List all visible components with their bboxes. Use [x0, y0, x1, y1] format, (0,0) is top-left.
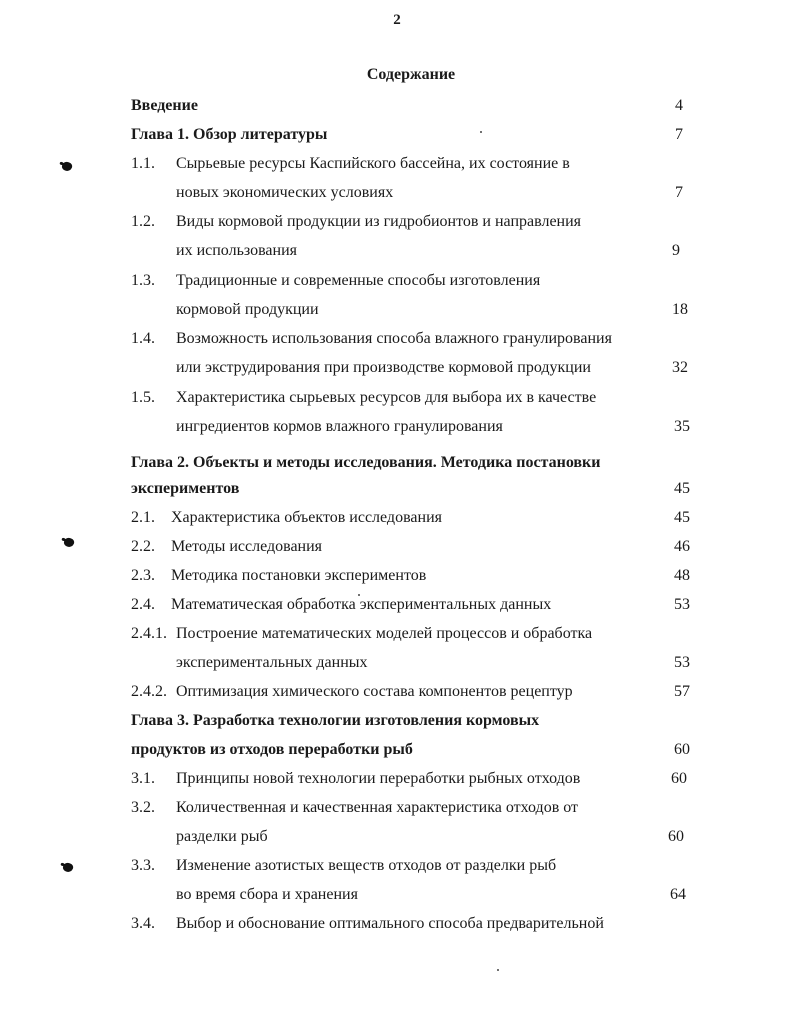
- toc-entry-title-cont: продуктов из отходов переработки рыб: [131, 741, 413, 758]
- page-number: 2: [393, 12, 401, 28]
- toc-entry-title: Глава 1. Обзор литературы: [131, 126, 328, 143]
- toc-entry-title-cont: или экструдирования при производстве кормовой продукции: [176, 359, 591, 376]
- toc-entry-3-3-cont: [0, 884, 794, 906]
- toc-entry-3-1: [0, 768, 794, 790]
- toc-entry-1-4: [0, 328, 794, 350]
- toc-entry-2-4-1: [0, 623, 794, 645]
- toc-entry-number: 2.3.: [131, 567, 155, 584]
- toc-entry-title: Оптимизация химического состава компонентов рецептур: [176, 683, 573, 700]
- toc-entry-1-3-cont: [0, 299, 794, 321]
- toc-entry-page: 57: [674, 683, 690, 700]
- toc-entry-1-1: [0, 153, 794, 175]
- toc-entry-2-1: [0, 507, 794, 529]
- toc-entry-title-cont: экспериментов: [131, 480, 240, 497]
- toc-entry-3-2: [0, 797, 794, 819]
- toc-entry-title: Математическая обработка экспериментальных данных: [171, 596, 552, 613]
- toc-entry-number: 2.1.: [131, 509, 155, 526]
- toc-entry-1-3: [0, 270, 794, 292]
- toc-entry-1-5: [0, 387, 794, 409]
- toc-entry-page: 9: [672, 242, 680, 259]
- scan-dot: [480, 131, 482, 133]
- toc-entry-page: 45: [674, 480, 690, 497]
- toc-entry-page: 46: [674, 538, 690, 555]
- toc-entry-page: 35: [674, 418, 690, 435]
- toc-entry-title: Принципы новой технологии переработки рыбных отходов: [176, 770, 581, 787]
- toc-entry-page: 60: [668, 828, 684, 845]
- toc-entry-title: Глава 3. Разработка технологии изготовления кормовых: [131, 712, 540, 729]
- toc-entry-number: 2.2.: [131, 538, 155, 555]
- toc-entry-page: 60: [674, 741, 690, 758]
- toc-entry-title: Традиционные и современные способы изготовления: [176, 272, 541, 289]
- toc-entry-title-cont: разделки рыб: [176, 828, 268, 845]
- toc-entry-title: Виды кормовой продукции из гидробионтов и направления: [176, 213, 582, 230]
- toc-entry-title: Методика постановки экспериментов: [171, 567, 427, 584]
- toc-entry-number: 2.4.1.: [131, 625, 167, 642]
- toc-entry-number: 1.4.: [131, 330, 155, 347]
- toc-entry-title: Введение: [131, 97, 198, 114]
- toc-entry-ch2: [0, 452, 794, 474]
- toc-title: Содержание: [366, 66, 456, 83]
- toc-entry-number: 1.5.: [131, 389, 155, 406]
- toc-entry-1-2-cont: [0, 240, 794, 262]
- toc-entry-page: 64: [670, 886, 686, 903]
- toc-entry-2-4: [0, 594, 794, 616]
- toc-entry-intro: [0, 95, 794, 117]
- toc-entry-number: 2.4.: [131, 596, 155, 613]
- toc-entry-page: 4: [675, 97, 683, 114]
- toc-entry-title: Характеристика сырьевых ресурсов для выбора их в качестве: [176, 389, 597, 406]
- toc-entry-number: 3.2.: [131, 799, 155, 816]
- toc-entry-number: 3.1.: [131, 770, 155, 787]
- toc-entry-3-2-cont: [0, 826, 794, 848]
- toc-entry-title-cont: их использования: [176, 242, 298, 259]
- toc-entry-title-cont: экспериментальных данных: [176, 654, 368, 671]
- toc-entry-title: Глава 2. Объекты и методы исследования. Методика постановки: [131, 454, 601, 471]
- toc-entry-title-cont: во время сбора и хранения: [176, 886, 358, 903]
- toc-entry-3-4: [0, 913, 794, 935]
- toc-entry-page: 32: [672, 359, 688, 376]
- toc-entry-page: 48: [674, 567, 690, 584]
- toc-entry-title: Выбор и обоснование оптимального способа предварительной: [176, 915, 604, 932]
- toc-entry-number: 2.4.2.: [131, 683, 167, 700]
- toc-entry-ch3: [0, 710, 794, 732]
- toc-entry-1-2: [0, 211, 794, 233]
- toc-entry-title: Изменение азотистых веществ отходов от разделки рыб: [176, 857, 557, 874]
- toc-entry-page: 7: [675, 184, 683, 201]
- toc-entry-title-cont: ингредиентов кормов влажного гранулирования: [176, 418, 503, 435]
- toc-entry-1-5-cont: [0, 416, 794, 438]
- toc-entry-title-cont: новых экономических условиях: [176, 184, 394, 201]
- toc-entry-title: Построение математических моделей процессов и обработка: [176, 625, 593, 642]
- toc-entry-number: 3.3.: [131, 857, 155, 874]
- toc-entry-2-4-2: [0, 681, 794, 703]
- toc-entry-title-cont: кормовой продукции: [176, 301, 319, 318]
- toc-entry-title: Характеристика объектов исследования: [171, 509, 442, 526]
- toc-entry-title: Возможность использования способа влажного гранулирования: [176, 330, 612, 347]
- toc-entry-title: Методы исследования: [171, 538, 323, 555]
- toc-entry-number: 3.4.: [131, 915, 155, 932]
- toc-entry-page: 60: [671, 770, 687, 787]
- toc-entry-page: 7: [675, 126, 683, 143]
- toc-entry-ch2-cont: [0, 478, 794, 500]
- toc-entry-title: Количественная и качественная характеристика отходов от: [176, 799, 579, 816]
- toc-entry-number: 1.2.: [131, 213, 155, 230]
- toc-entry-2-4-1-cont: [0, 652, 794, 674]
- toc-entry-1-1-cont: [0, 182, 794, 204]
- toc-entry-number: 1.1.: [131, 155, 155, 172]
- toc-entry-page: 18: [672, 301, 688, 318]
- toc-entry-ch1: [0, 124, 794, 146]
- scan-dot: [497, 969, 499, 971]
- scan-dot: [358, 594, 360, 596]
- toc-entry-page: 53: [674, 654, 690, 671]
- toc-entry-ch3-cont: [0, 739, 794, 761]
- toc-entry-page: 45: [674, 509, 690, 526]
- toc-entry-title: Сырьевые ресурсы Каспийского бассейна, их состояние в: [176, 155, 570, 172]
- toc-entry-3-3: [0, 855, 794, 877]
- toc-entry-2-3: [0, 565, 794, 587]
- toc-entry-number: 1.3.: [131, 272, 155, 289]
- toc-entry-1-4-cont: [0, 357, 794, 379]
- toc-entry-2-2: [0, 536, 794, 558]
- toc-entry-page: 53: [674, 596, 690, 613]
